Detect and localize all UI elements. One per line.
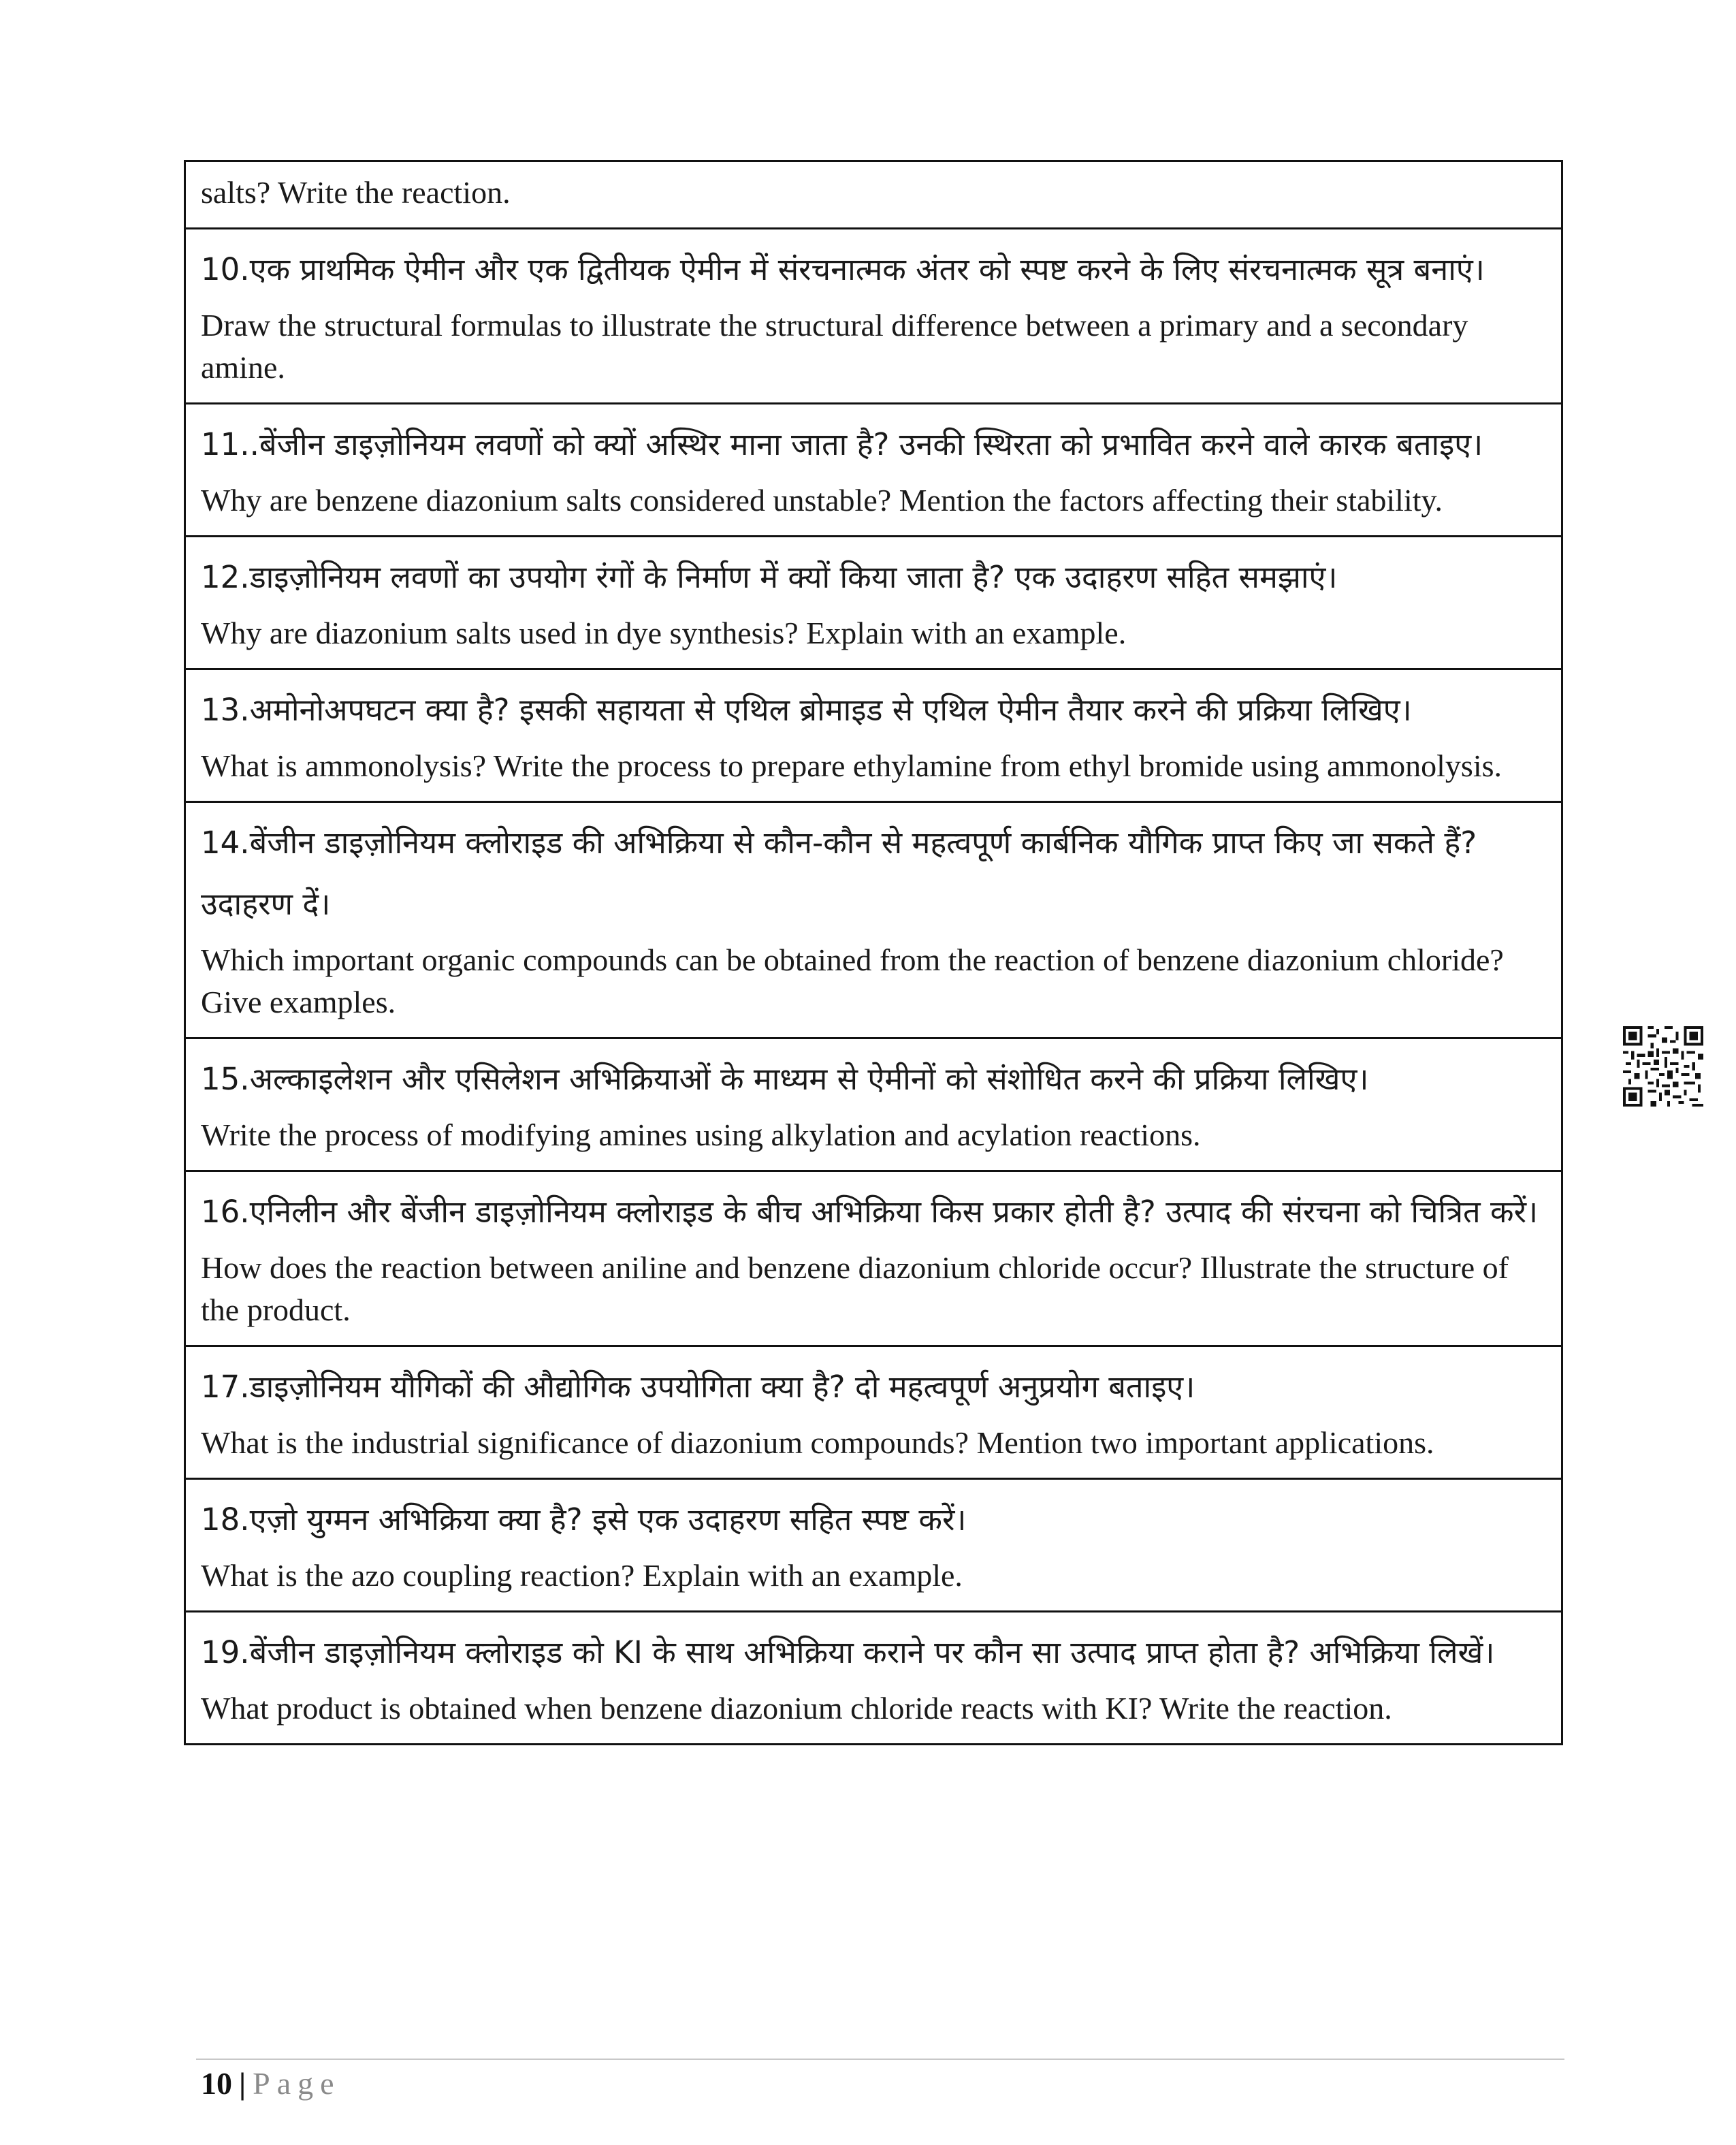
question-english: What product is obtained when benzene diazonium chloride reacts with KI? Write the reaction. (201, 1691, 1392, 1726)
question-hindi: 12.डाइज़ोनियम लवणों का उपयोग रंगों के निर्माण में क्यों किया जाता है? एक उदाहरण सहित समझाएं। (201, 559, 1338, 595)
question-row (186, 801, 1561, 1037)
question-row (186, 1170, 1561, 1345)
question-english: salts? Write the reaction. (201, 175, 511, 210)
question-english: Draw the structural formulas to illustrate the structural difference between a primary and a secondary amine. (201, 308, 1468, 385)
footer-divider (196, 2059, 1564, 2060)
question-row (186, 1037, 1561, 1170)
question-english: Write the process of modifying amines using alkylation and acylation reactions. (201, 1117, 1201, 1152)
question-hindi: 19.बेंजीन डाइज़ोनियम क्लोराइड को KI के साथ अभिक्रिया कराने पर कौन सा उत्पाद प्राप्त होता है? अभिक्रिया लिखें। (201, 1634, 1495, 1670)
question-hindi: 15.अल्काइलेशन और एसिलेशन अभिक्रियाओं के माध्यम से ऐमीनों को संशोधित करने की प्रक्रिया लिखिए। (201, 1061, 1369, 1097)
page-number: 10 (201, 2066, 232, 2101)
question-hindi: 13.अमोनोअपघटन क्या है? इसकी सहायता से एथिल ब्रोमाइड से एथिल ऐमीन तैयार करने की प्रक्रिया लिखिए। (201, 692, 1412, 728)
question-row (186, 535, 1561, 668)
question-english: What is the industrial significance of diazonium compounds? Mention two important applications. (201, 1425, 1434, 1460)
page-label: Page (253, 2066, 341, 2101)
question-english: Why are benzene diazonium salts considered unstable? Mention the factors affecting their stability. (201, 483, 1443, 518)
question-row (186, 162, 1561, 227)
question-row (186, 1610, 1561, 1743)
question-row (186, 1345, 1561, 1478)
page-footer (201, 2063, 341, 2104)
question-table (184, 160, 1563, 1745)
question-hindi: 16.एनिलीन और बेंजीन डाइज़ोनियम क्लोराइड के बीच अभिक्रिया किस प्रकार होती है? उत्पाद की संरचना को चित्रित करें। (201, 1194, 1539, 1230)
question-hindi: 17.डाइज़ोनियम यौगिकों की औद्योगिक उपयोगिता क्या है? दो महत्वपूर्ण अनुप्रयोग बताइए। (201, 1369, 1195, 1405)
question-row (186, 668, 1561, 801)
question-row (186, 402, 1561, 535)
qr-code-icon[interactable] (1623, 1026, 1703, 1107)
question-english: Which important organic compounds can be obtained from the reaction of benzene diazonium chloride? Give examples. (201, 942, 1504, 1019)
question-hindi: 11..बेंजीन डाइज़ोनियम लवणों को क्यों अस्थिर माना जाता है? उनकी स्थिरता को प्रभावित करने वाले कारक बताइए। (201, 426, 1483, 462)
question-row (186, 1478, 1561, 1610)
question-hindi: 10.एक प्राथमिक ऐमीन और एक द्वितीयक ऐमीन में संरचनात्मक अंतर को स्पष्ट करने के लिए संरचनात्मक सूत्र बनाएं। (201, 251, 1485, 287)
question-english: How does the reaction between aniline and benzene diazonium chloride occur? Illustrate the structure of the product. (201, 1250, 1509, 1327)
question-english: What is ammonolysis? Write the process to prepare ethylamine from ethyl bromide using ammonolysis. (201, 748, 1502, 783)
question-hindi: 14.बेंजीन डाइज़ोनियम क्लोराइड की अभिक्रिया से कौन-कौन से महत्वपूर्ण कार्बनिक यौगिक प्राप्त किए जा सकते हैं? उदाहरण दें। (201, 825, 1477, 922)
question-row (186, 227, 1561, 402)
question-english: Why are diazonium salts used in dye synthesis? Explain with an example. (201, 616, 1127, 650)
footer-separator: | (239, 2066, 246, 2101)
question-hindi: 18.एज़ो युग्मन अभिक्रिया क्या है? इसे एक उदाहरण सहित स्पष्ट करें। (201, 1502, 967, 1538)
question-english: What is the azo coupling reaction? Explain with an example. (201, 1558, 963, 1593)
